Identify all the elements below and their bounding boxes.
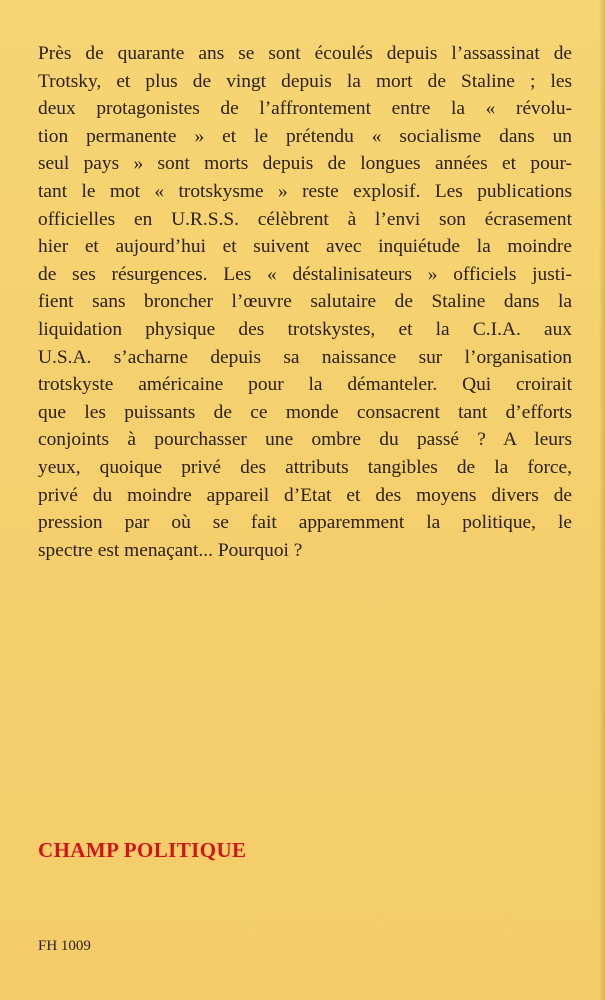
page-edge-shadow xyxy=(599,0,605,1000)
blurb-line: U.S.A. s’acharne depuis sa naissance sur l’organisation xyxy=(38,346,572,368)
blurb-text xyxy=(38,40,572,564)
blurb-line: fient sans broncher l’œuvre salutaire de Staline dans la xyxy=(38,291,572,313)
blurb-line: tant le mot « trotskysme » reste explosif. Les publications xyxy=(38,180,572,202)
blurb-line: deux protagonistes de l’affrontement entre la « révolu- xyxy=(38,98,572,120)
catalog-code: FH 1009 xyxy=(38,938,91,954)
blurb-line: Près de quarante ans se sont écoulés depuis l’assassinat de xyxy=(38,43,572,64)
blurb-line: Trotsky, et plus de vingt depuis la mort de Staline ; les xyxy=(38,70,572,92)
blurb-line: hier et aujourd’hui et suivent avec inquiétude la moindre xyxy=(38,236,572,258)
blurb-line: yeux, quoique privé des attributs tangibles de la force, xyxy=(38,456,572,478)
blurb-line: de ses résurgences. Les « déstalinisateurs » officiels justi- xyxy=(38,263,572,285)
blurb-line: liquidation physique des trotskystes, et la C.I.A. aux xyxy=(38,318,572,340)
blurb-line: seul pays » sont morts depuis de longues années et pour- xyxy=(38,153,572,175)
blurb-line: pression par où se fait apparemment la politique, le xyxy=(38,512,572,534)
blurb-line: privé du moindre appareil d’Etat et des moyens divers de xyxy=(38,484,572,506)
blurb-line: spectre est menaçant... Pourquoi ? xyxy=(38,539,303,561)
blurb-line: tion permanente » et le prétendu « socialisme dans un xyxy=(38,125,572,147)
series-name: CHAMP POLITIQUE xyxy=(38,838,247,862)
blurb-line: conjoints à pourchasser une ombre du passé ? A leurs xyxy=(38,429,572,451)
blurb-line: trotskyste américaine pour la démanteler. Qui croirait xyxy=(38,374,572,396)
blurb-line: officielles en U.R.S.S. célèbrent à l’envi son écrasement xyxy=(38,208,572,230)
blurb-line: que les puissants de ce monde consacrent tant d’efforts xyxy=(38,401,572,423)
